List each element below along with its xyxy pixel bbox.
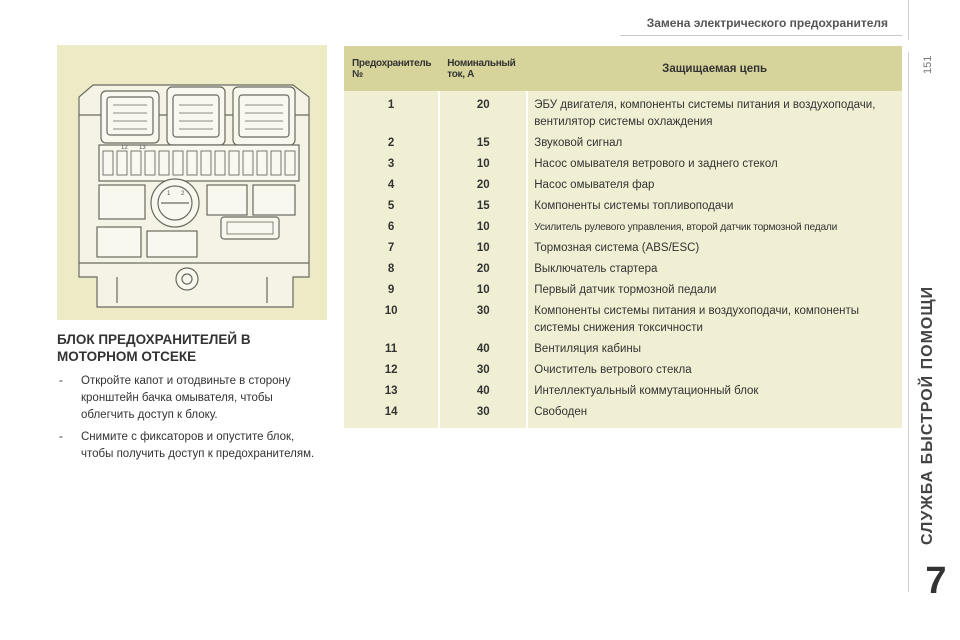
instruction-text: Откройте капот и отодвиньте в сторону кронштейн бачка омывателя, чтобы облегчить доступ к блоку. bbox=[81, 375, 291, 421]
instruction-item bbox=[57, 429, 327, 463]
header-protected-circuit: Защищаемая цепь bbox=[527, 46, 902, 91]
section-title: БЛОК ПРЕДОХРАНИТЕЛЕЙ В МОТОРНОМ ОТСЕКЕ bbox=[57, 332, 251, 364]
fuse-circuit: Вентиляция кабины bbox=[527, 339, 902, 360]
fuse-circuit: Очиститель ветрового стекла bbox=[527, 360, 902, 381]
fuse-number: 11 bbox=[344, 339, 439, 360]
table-row bbox=[344, 259, 902, 280]
table-row bbox=[344, 154, 902, 175]
fuse-number: 6 bbox=[344, 217, 439, 238]
table-row bbox=[344, 381, 902, 402]
table-row bbox=[344, 91, 902, 133]
instruction-list bbox=[57, 373, 327, 468]
fuse-circuit: Звуковой сигнал bbox=[527, 133, 902, 154]
fuse-number: 12 bbox=[344, 360, 439, 381]
fuse-amperage: 20 bbox=[439, 259, 527, 280]
fuse-number: 1 bbox=[344, 91, 439, 133]
fuse-label-13: 13 bbox=[139, 145, 146, 151]
fuse-number: 13 bbox=[344, 381, 439, 402]
fuse-amperage: 10 bbox=[439, 280, 527, 301]
table-row bbox=[344, 301, 902, 339]
fuse-circuit: Насос омывателя ветрового и заднего стекол bbox=[527, 154, 902, 175]
fuse-circuit: Тормозная система (ABS/ESC) bbox=[527, 238, 902, 259]
fuse-table bbox=[344, 46, 902, 428]
margin-divider bbox=[908, 52, 909, 592]
fuse-amperage: 30 bbox=[439, 301, 527, 339]
fuse-amperage: 30 bbox=[439, 360, 527, 381]
fuse-circuit: Насос омывателя фар bbox=[527, 175, 902, 196]
fuse-number: 3 bbox=[344, 154, 439, 175]
table-row bbox=[344, 360, 902, 381]
fuse-circuit: Компоненты системы топливоподачи bbox=[527, 196, 902, 217]
fuse-amperage: 30 bbox=[439, 402, 527, 428]
fuse-circuit: ЭБУ двигателя, компоненты системы питания и воздухоподачи, вентилятор системы охлаждения bbox=[527, 91, 902, 133]
fuse-amperage: 15 bbox=[439, 133, 527, 154]
table-row bbox=[344, 175, 902, 196]
fuse-number: 14 bbox=[344, 402, 439, 428]
fuse-number: 8 bbox=[344, 259, 439, 280]
fuse-number: 4 bbox=[344, 175, 439, 196]
fuse-circuit: Интеллектуальный коммутационный блок bbox=[527, 381, 902, 402]
fuse-label-2: 2 bbox=[181, 191, 185, 197]
fuse-amperage: 20 bbox=[439, 175, 527, 196]
header-rule bbox=[620, 35, 902, 36]
page-header-title: Замена электрического предохранителя bbox=[646, 16, 888, 30]
fuse-amperage: 15 bbox=[439, 196, 527, 217]
fuse-amperage: 10 bbox=[439, 154, 527, 175]
fuse-amperage: 40 bbox=[439, 381, 527, 402]
instruction-item bbox=[57, 373, 327, 424]
header-rated-current: Номинальный ток, А bbox=[439, 46, 527, 91]
fuse-circuit: Усилитель рулевого управления, второй датчик тормозной педали bbox=[527, 217, 902, 238]
bullet-dash: - bbox=[59, 375, 63, 387]
bullet-dash: - bbox=[59, 431, 63, 443]
table-header-row bbox=[344, 46, 902, 91]
header-fuse-number: Предохранитель № bbox=[344, 46, 439, 91]
page-number: 151 bbox=[922, 55, 934, 74]
table-row bbox=[344, 133, 902, 154]
table-row bbox=[344, 402, 902, 428]
fuse-number: 5 bbox=[344, 196, 439, 217]
fuse-number: 9 bbox=[344, 280, 439, 301]
margin-divider-top bbox=[908, 0, 909, 40]
fuse-circuit: Первый датчик тормозной педали bbox=[527, 280, 902, 301]
fuse-number: 2 bbox=[344, 133, 439, 154]
fuse-amperage: 20 bbox=[439, 91, 527, 133]
table-row bbox=[344, 339, 902, 360]
fuse-box-drawing bbox=[57, 45, 327, 320]
fuse-amperage: 40 bbox=[439, 339, 527, 360]
chapter-number: 7 bbox=[925, 560, 947, 602]
fuse-label-12: 12 bbox=[121, 145, 128, 151]
table-row bbox=[344, 217, 902, 238]
instruction-text: Снимите с фиксаторов и опустите блок, чтобы получить доступ к предохранителям. bbox=[81, 431, 315, 460]
fuse-label-1: 1 bbox=[167, 191, 171, 197]
fuse-box-illustration bbox=[57, 45, 327, 320]
fuse-circuit: Свободен bbox=[527, 402, 902, 428]
table-row bbox=[344, 238, 902, 259]
chapter-title: СЛУЖБА БЫСТРОЙ ПОМОЩИ bbox=[919, 285, 936, 545]
fuse-circuit: Компоненты системы питания и воздухоподачи, компоненты системы снижения токсичности bbox=[527, 301, 902, 339]
fuse-number: 10 bbox=[344, 301, 439, 339]
fuse-amperage: 10 bbox=[439, 238, 527, 259]
table-row bbox=[344, 280, 902, 301]
table-row bbox=[344, 196, 902, 217]
fuse-amperage: 10 bbox=[439, 217, 527, 238]
fuse-circuit: Выключатель стартера bbox=[527, 259, 902, 280]
fuse-number: 7 bbox=[344, 238, 439, 259]
